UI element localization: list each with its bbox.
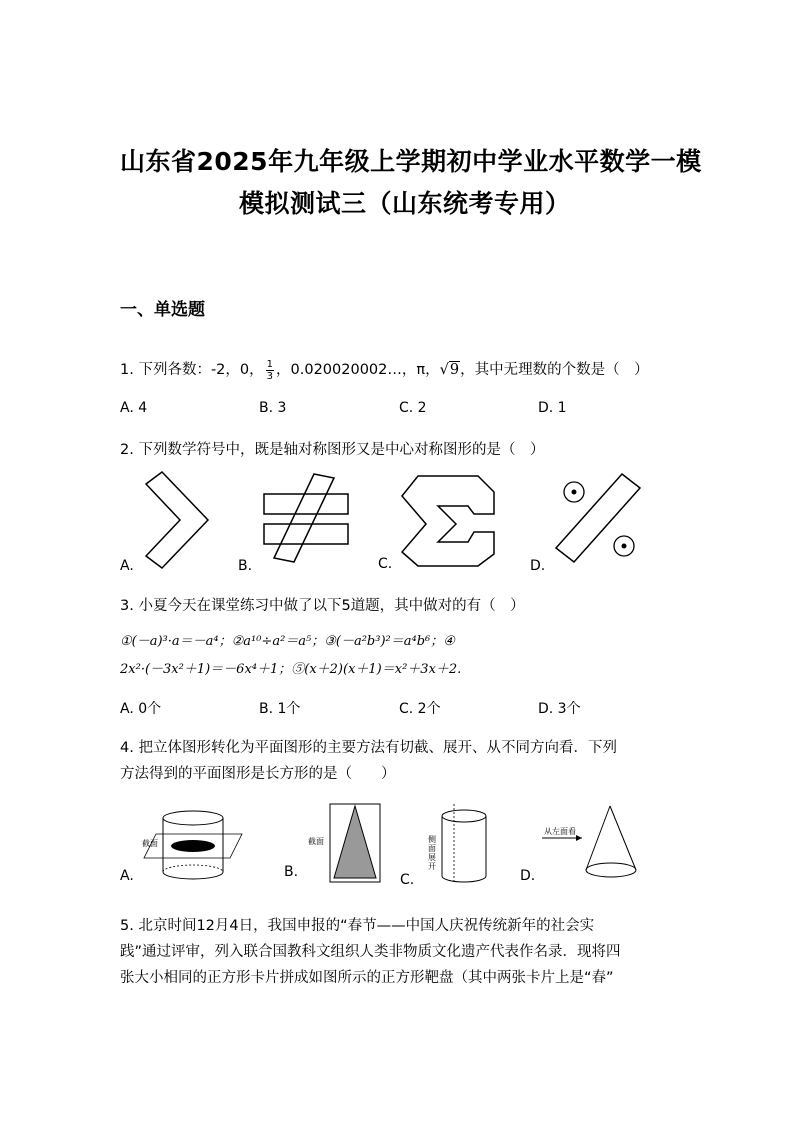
question-1 — [120, 358, 649, 382]
q4-label-c[interactable]: C. — [400, 872, 415, 888]
q2-label-c[interactable]: C. — [378, 556, 393, 572]
q2-figure-d-percent — [550, 470, 650, 570]
q2-label-a[interactable]: A. — [120, 558, 134, 574]
q4-figure-d-label: 从左面看 — [544, 827, 576, 836]
q4-figure-c-label-1: 侧 — [428, 835, 436, 844]
question-5-line3: 张大小相同的正方形卡片拼成如图所示的正方形靶盘（其中两张卡片上是“春” — [120, 970, 614, 986]
q4-figure-c-label-4: 开 — [428, 862, 436, 871]
q1-suffix: ，其中无理数的个数是（ ） — [460, 362, 649, 378]
q2-figure-a-chevron — [140, 472, 230, 562]
q3-option-c[interactable]: C. 2个 — [399, 701, 441, 717]
q2-figure-b-not-equal — [258, 466, 358, 566]
q4-figure-b-cone-section — [328, 800, 388, 890]
question-2: 2. 下列数学符号中，既是轴对称图形又是中心对称图形的是（ ） — [120, 442, 545, 458]
question-5-line2: 践”通过评审，列入联合国教科文组织人类非物质文化遗产代表作名录．现将四 — [120, 944, 621, 960]
q1-frac-den: 3 — [266, 370, 274, 382]
q1-prefix: 1. 下列各数：-2，0， — [120, 362, 264, 378]
q1-option-a[interactable]: A. 4 — [120, 400, 148, 416]
q1-frac-num: 1 — [266, 358, 274, 370]
page-title-line2: 模拟测试三（山东统考专用） — [239, 189, 571, 218]
question-5-line1: 5. 北京时间12月4日，我国申报的“春节——中国人庆祝传统新年的社会实 — [120, 918, 595, 934]
q3-option-b[interactable]: B. 1个 — [259, 701, 301, 717]
q1-fraction — [266, 359, 274, 382]
q4-figure-c-label-2: 面 — [428, 844, 436, 853]
q4-figure-a-cylinder-section — [138, 804, 248, 894]
q1-sqrt-radicand: 9 — [449, 362, 460, 378]
question-3: 3. 小夏今天在课堂练习中做了以下5道题，其中做对的有（ ） — [120, 598, 525, 614]
question-4-line2: 方法得到的平面图形是长方形的是（ ） — [120, 766, 396, 782]
q4-label-d[interactable]: D. — [520, 868, 536, 884]
section-heading: 一、单选题 — [120, 300, 205, 320]
q3-expression-line2: 2x²·(－3x²＋1)＝－6x⁴＋1；⑤(x＋2)(x＋1)＝x²＋3x＋2. — [120, 662, 462, 677]
q3-option-a[interactable]: A. 0个 — [120, 701, 162, 717]
q4-label-a[interactable]: A. — [120, 868, 134, 884]
q3-expression-line1: ①(－a)³·a＝－a⁴；②a¹⁰÷a²＝a⁵；③(－a²b³)²＝a⁴b⁶；④ — [120, 634, 455, 649]
q2-label-b[interactable]: B. — [238, 558, 253, 574]
q2-label-d[interactable]: D. — [530, 558, 546, 574]
q1-mid: ，0.020020002…，π， — [276, 362, 440, 378]
q4-figure-c-label-3: 展 — [428, 853, 436, 862]
q4-figure-b-label: 截面 — [308, 837, 324, 846]
q4-label-b[interactable]: B. — [284, 864, 299, 880]
page-title-line1: 山东省2025年九年级上学期初中学业水平数学一模 — [120, 147, 702, 176]
q1-option-d[interactable]: D. 1 — [538, 400, 567, 416]
q2-figure-c-sigma — [398, 470, 498, 570]
q4-figure-d-cone-left-view — [540, 800, 680, 890]
q1-option-b[interactable]: B. 3 — [259, 400, 287, 416]
question-4-line1: 4. 把立体图形转化为平面图形的主要方法有切截、展开、从不同方向看．下列 — [120, 740, 617, 756]
q3-option-d[interactable]: D. 3个 — [538, 701, 581, 717]
q4-figure-a-label: 截面 — [142, 839, 158, 848]
q1-sqrt: √9 — [439, 362, 460, 378]
q1-option-c[interactable]: C. 2 — [399, 400, 427, 416]
